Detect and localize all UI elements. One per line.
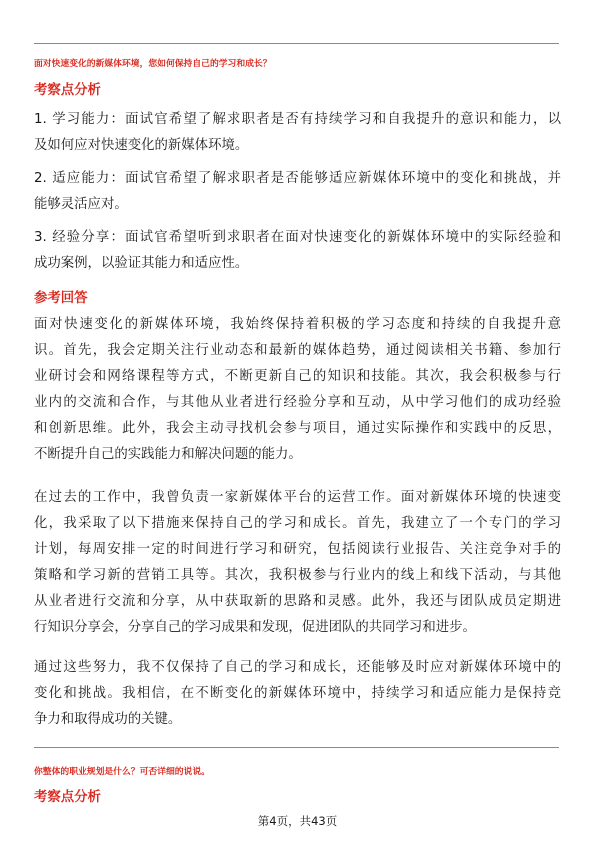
answer-paragraph-3-line: 变化和挑战。我相信，在不断变化的新媒体环境中，持续学习和适应能力是保持竞 — [34, 686, 561, 701]
question-1-title: 面对快速变化的新媒体环境，您如何保持自己的学习和成长？ — [34, 59, 272, 69]
analysis-point-1-line: 1. 学习能力：面试官希望了解求职者是否有持续学习和自我提升的意识和能力，以 — [34, 112, 561, 127]
question-1-answer-heading: 参考回答 — [34, 291, 88, 306]
analysis-point-2 — [34, 166, 561, 218]
answer-paragraph-3-line: 争力和取得成功的关键。 — [34, 712, 182, 727]
question-2-title: 你整体的职业规划是什么？可否详细的说说。 — [34, 767, 210, 777]
answer-paragraph-1-line: 业研讨会和网络课程等方式，不断更新自己的知识和技能。其次，我会积极参与行 — [34, 369, 561, 384]
analysis-point-3-line: 3. 经验分享：面试官希望听到求职者在面对快速变化的新媒体环境中的实际经验和 — [34, 230, 561, 245]
answer-paragraph-2-line: 计划，每周安排一定的时间进行学习和研究，包括阅读行业报告、关注竞争对手的 — [34, 542, 561, 557]
answer-paragraph-2-line: 从业者进行交流和分享，从中获取新的思路和灵感。此外，我还与团队成员定期进 — [34, 594, 561, 609]
analysis-point-2-line: 能够灵活应对。 — [34, 197, 128, 212]
answer-paragraph-3 — [34, 655, 561, 733]
question-1-analysis-heading: 考察点分析 — [34, 83, 101, 98]
answer-paragraph-2 — [34, 485, 561, 641]
answer-paragraph-1-line: 识。首先，我会定期关注行业动态和最新的媒体趋势，通过阅读相关书籍、参加行 — [34, 343, 561, 358]
answer-paragraph-3-line: 通过这些努力，我不仅保持了自己的学习和成长，还能够及时应对新媒体环境中的 — [34, 660, 561, 675]
question-2-analysis-heading: 考察点分析 — [34, 790, 101, 805]
analysis-point-2-line: 2. 适应能力：面试官希望了解求职者是否能够适应新媒体环境中的变化和挑战，并 — [34, 171, 561, 186]
analysis-point-3 — [34, 225, 561, 277]
answer-paragraph-2-line: 行知识分享会，分享自己的学习成果和发现，促进团队的共同学习和进步。 — [34, 620, 476, 635]
question-divider — [34, 747, 559, 748]
answer-paragraph-1-line: 业内的交流和合作，与其他从业者进行经验分享和互动，从中学习他们的成功经验 — [34, 395, 561, 410]
analysis-point-1-line: 及如何应对快速变化的新媒体环境。 — [34, 138, 249, 153]
answer-paragraph-1-line: 不断提升自己的实践能力和解决问题的能力。 — [34, 447, 302, 462]
answer-paragraph-2-line: 化，我采取了以下措施来保持自己的学习和成长。首先，我建立了一个专门的学习 — [34, 516, 561, 531]
answer-paragraph-1-line: 面对快速变化的新媒体环境，我始终保持着积极的学习态度和持续的自我提升意 — [34, 317, 561, 332]
analysis-point-1 — [34, 107, 561, 159]
answer-paragraph-2-line: 策略和学习新的营销工具等。其次，我积极参与行业内的线上和线下活动，与其他 — [34, 568, 561, 583]
answer-paragraph-1 — [34, 312, 561, 468]
top-divider — [34, 43, 559, 44]
page-number-footer: 第4页，共43页 — [257, 814, 338, 828]
answer-paragraph-2-line: 在过去的工作中，我曾负责一家新媒体平台的运营工作。面对新媒体环境的快速变 — [34, 490, 561, 505]
analysis-point-3-line: 成功案例，以验证其能力和适应性。 — [34, 256, 249, 271]
answer-paragraph-1-line: 和创新思维。此外，我会主动寻找机会参与项目，通过实际操作和实践中的反思， — [34, 421, 561, 436]
